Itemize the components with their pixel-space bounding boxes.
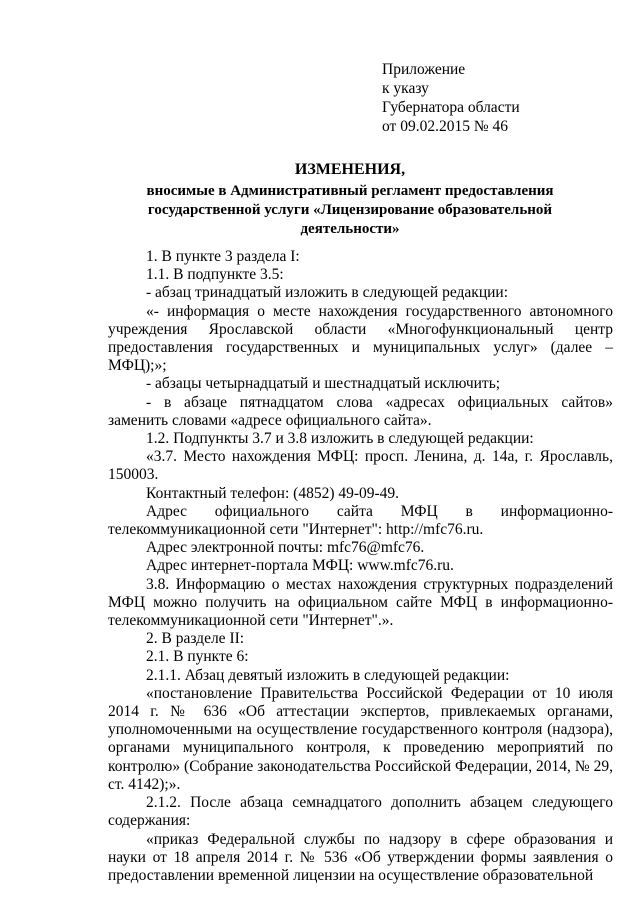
paragraph: «приказ Федеральной службы по надзору в сфере образования и науки от 18 апреля 2014 г. № 536 «Об утверждении формы заявления о предоставлении временной лицензии на осуществление образовательной: [108, 830, 613, 884]
paragraph: - в абзаце пятнадцатом слова «адресах официальных сайтов» заменить словами «адресе официального сайта».: [108, 393, 613, 429]
paragraph: «3.7. Место нахождения МФЦ: просп. Ленина, д. 14а, г. Ярославль, 150003.: [108, 448, 613, 484]
paragraph: «- информация о месте нахождения государственного автономного учреждения Ярославской области «Многофункциональный центр предоставления государственных и муниципальных услуг» (далее – МФЦ);»;: [108, 302, 613, 375]
appendix-line: к указу: [382, 80, 429, 97]
paragraph: Адрес официального сайта МФЦ в информационно-телекоммуникационной сети "Интернет": http://mfc76.ru.: [108, 502, 613, 539]
paragraph: Адрес интернет-портала МФЦ: www.mfc76.ru.: [146, 557, 454, 575]
paragraph: 2.1. В пункте 6:: [146, 648, 249, 666]
paragraph: - абзац тринадцатый изложить в следующей редакции:: [146, 284, 509, 302]
paragraph: «постановление Правительства Российской Федерации от 10 июля 2014 г. № 636 «Об аттестации экспертов, привлекаемых органами, уполномоченными на осуществление государственного контроля (надзора), органами муниципального контроля, к проведению мероприятий по контролю» (Собрание законодательства Российской Федерации, 2014, № 29, ст. 4142);».: [108, 684, 613, 793]
paragraph: Контактный телефон: (4852) 49-09-49.: [146, 484, 400, 502]
paragraph: Адрес электронной почты: mfc76@mfc76.: [146, 539, 425, 557]
title-subheading: вносимые в Административный регламент предоставления государственной услуги «Лицензирование образовательной деятельности»: [146, 183, 554, 237]
paragraph: 2.1.1. Абзац девятый изложить в следующей редакции:: [146, 666, 510, 684]
paragraph: 1. В пункте 3 раздела I:: [146, 248, 300, 265]
appendix-header: [382, 60, 520, 136]
paragraph: 2.1.2. После абзаца семнадцатого дополнить абзацем следующего содержания:: [108, 794, 613, 830]
appendix-date-line: от 09.02.2015 № 46: [382, 118, 508, 135]
title-heading: ИЗМЕНЕНИЯ,: [294, 161, 406, 178]
appendix-line: Губернатора области: [382, 99, 520, 116]
paragraph: 1.2. Подпункты 3.7 и 3.8 изложить в следующей редакции:: [146, 430, 534, 448]
paragraph: - абзацы четырнадцатый и шестнадцатый исключить;: [146, 375, 501, 393]
appendix-line: Приложение: [382, 61, 466, 78]
paragraph: 1.1. В подпункте 3.5:: [146, 266, 284, 284]
paragraph: 3.8. Информацию о местах нахождения структурных подразделений МФЦ можно получить на официальном сайте МФЦ в информационно-телекоммуникационной сети "Интернет".».: [108, 575, 613, 630]
paragraph: 2. В разделе II:: [146, 630, 245, 648]
document-body: [108, 248, 613, 885]
document-title: [110, 160, 590, 239]
